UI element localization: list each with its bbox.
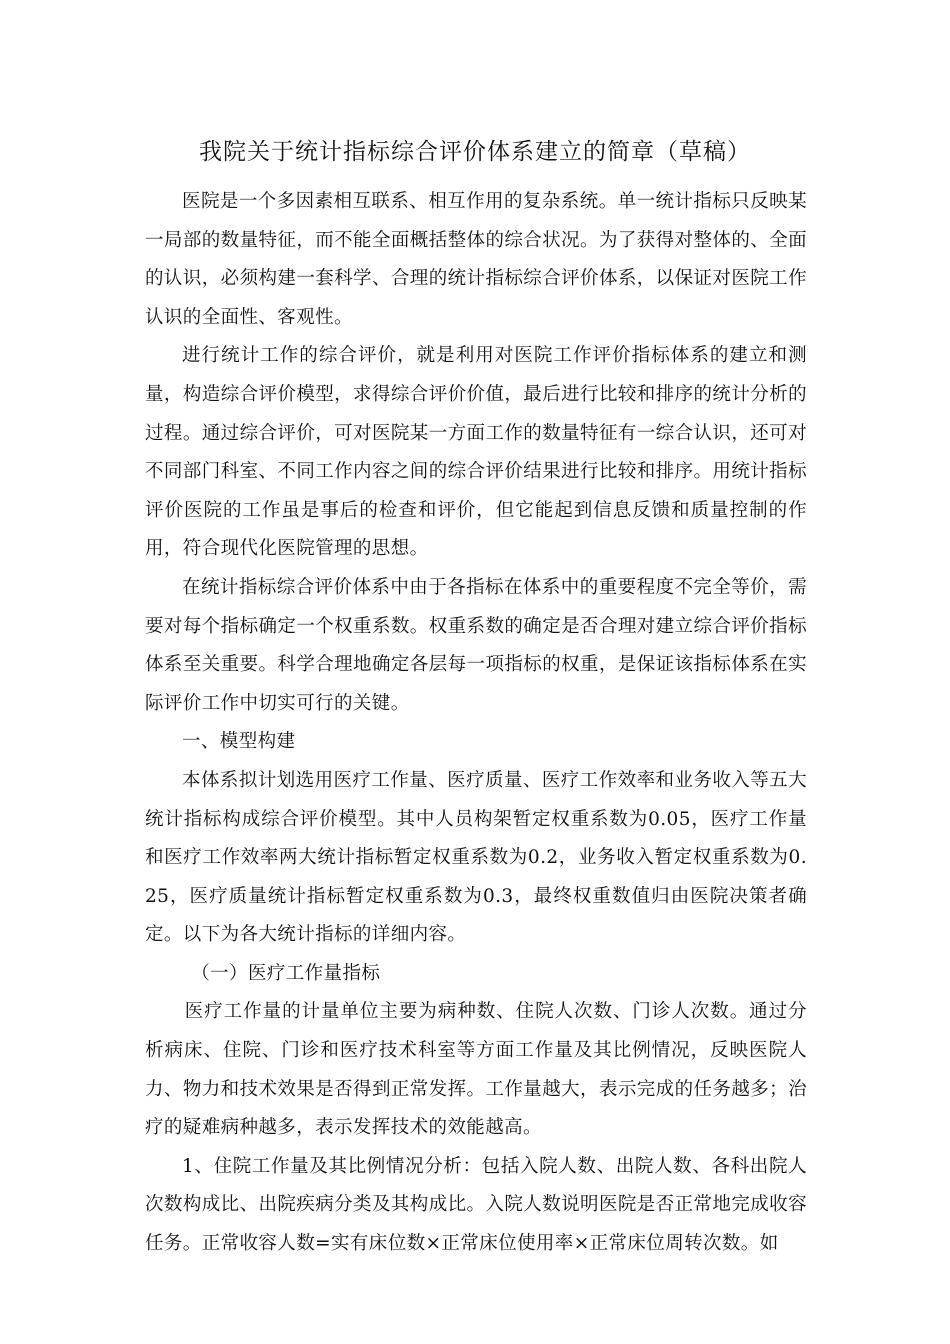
paragraph-inpatient: 1、住院工作量及其比例情况分析：包括入院人数、出院人数、各科出院人次数构成比、出院疾病分类及其构成比。入院人数说明医院是否正常地完成收容任务。正常收容人数=实有床位数×正常床位使用率×正常床位周转次数。如 [145, 1155, 807, 1255]
paragraph-evaluation: 进行统计工作的综合评价，就是利用对医院工作评价指标体系的建立和测量，构造综合评价模型，求得综合评价价值，最后进行比较和排序的统计分析的过程。通过综合评价，可对医院某一方面工作的数量特征有一综合认识，还可对不同部门科室、不同工作内容之间的综合评价结果进行比较和排序。用统计指标评价医院的工作虽是事后的检查和评价，但它能起到信息反馈和质量控制的作用，符合现代化医院管理的思想。 [145, 345, 807, 560]
subsection-heading-workload: （一）医疗工作量指标 [191, 962, 381, 984]
paragraph-model: 本体系拟计划选用医疗工作量、医疗质量、医疗工作效率和业务收入等五大统计指标构成综合评价模型。其中人员构架暂定权重系数为0.05，医疗工作量和医疗工作效率两大统计指标暂定权重系数为0.2，业务收入暂定权重系数为0.25，医疗质量统计指标暂定权重系数为0.3，最终权重数值归由医院决策者确定。以下为各大统计指标的详细内容。 [145, 769, 807, 946]
paragraph-workload: 医疗工作量的计量单位主要为病种数、住院人次数、门诊人次数。通过分析病床、住院、门诊和医疗技术科室等方面工作量及其比例情况，反映医院人力、物力和技术效果是否得到正常发挥。工作量越大，表示完成的任务越多；治疗的疑难病种越多，表示发挥技术的效能越高。 [145, 1001, 807, 1139]
paragraph-weights: 在统计指标综合评价体系中由于各指标在体系中的重要程度不完全等价，需要对每个指标确定一个权重系数。权重系数的确定是否合理对建立综合评价指标体系至关重要。科学合理地确定各层每一项指标的权重，是保证该指标体系在实际评价工作中切实可行的关键。 [145, 576, 807, 714]
paragraph-intro: 医院是一个多因素相互联系、相互作用的复杂系统。单一统计指标只反映某一局部的数量特征，而不能全面概括整体的综合状况。为了获得对整体的、全面的认识，必须构建一套科学、合理的统计指标综合评价体系，以保证对医院工作认识的全面性、客观性。 [145, 191, 807, 328]
document-title: 我院关于统计指标综合评价体系建立的简章（草稿） [199, 139, 751, 165]
section-heading-model: 一、模型构建 [182, 731, 296, 753]
document-body [145, 183, 807, 1264]
